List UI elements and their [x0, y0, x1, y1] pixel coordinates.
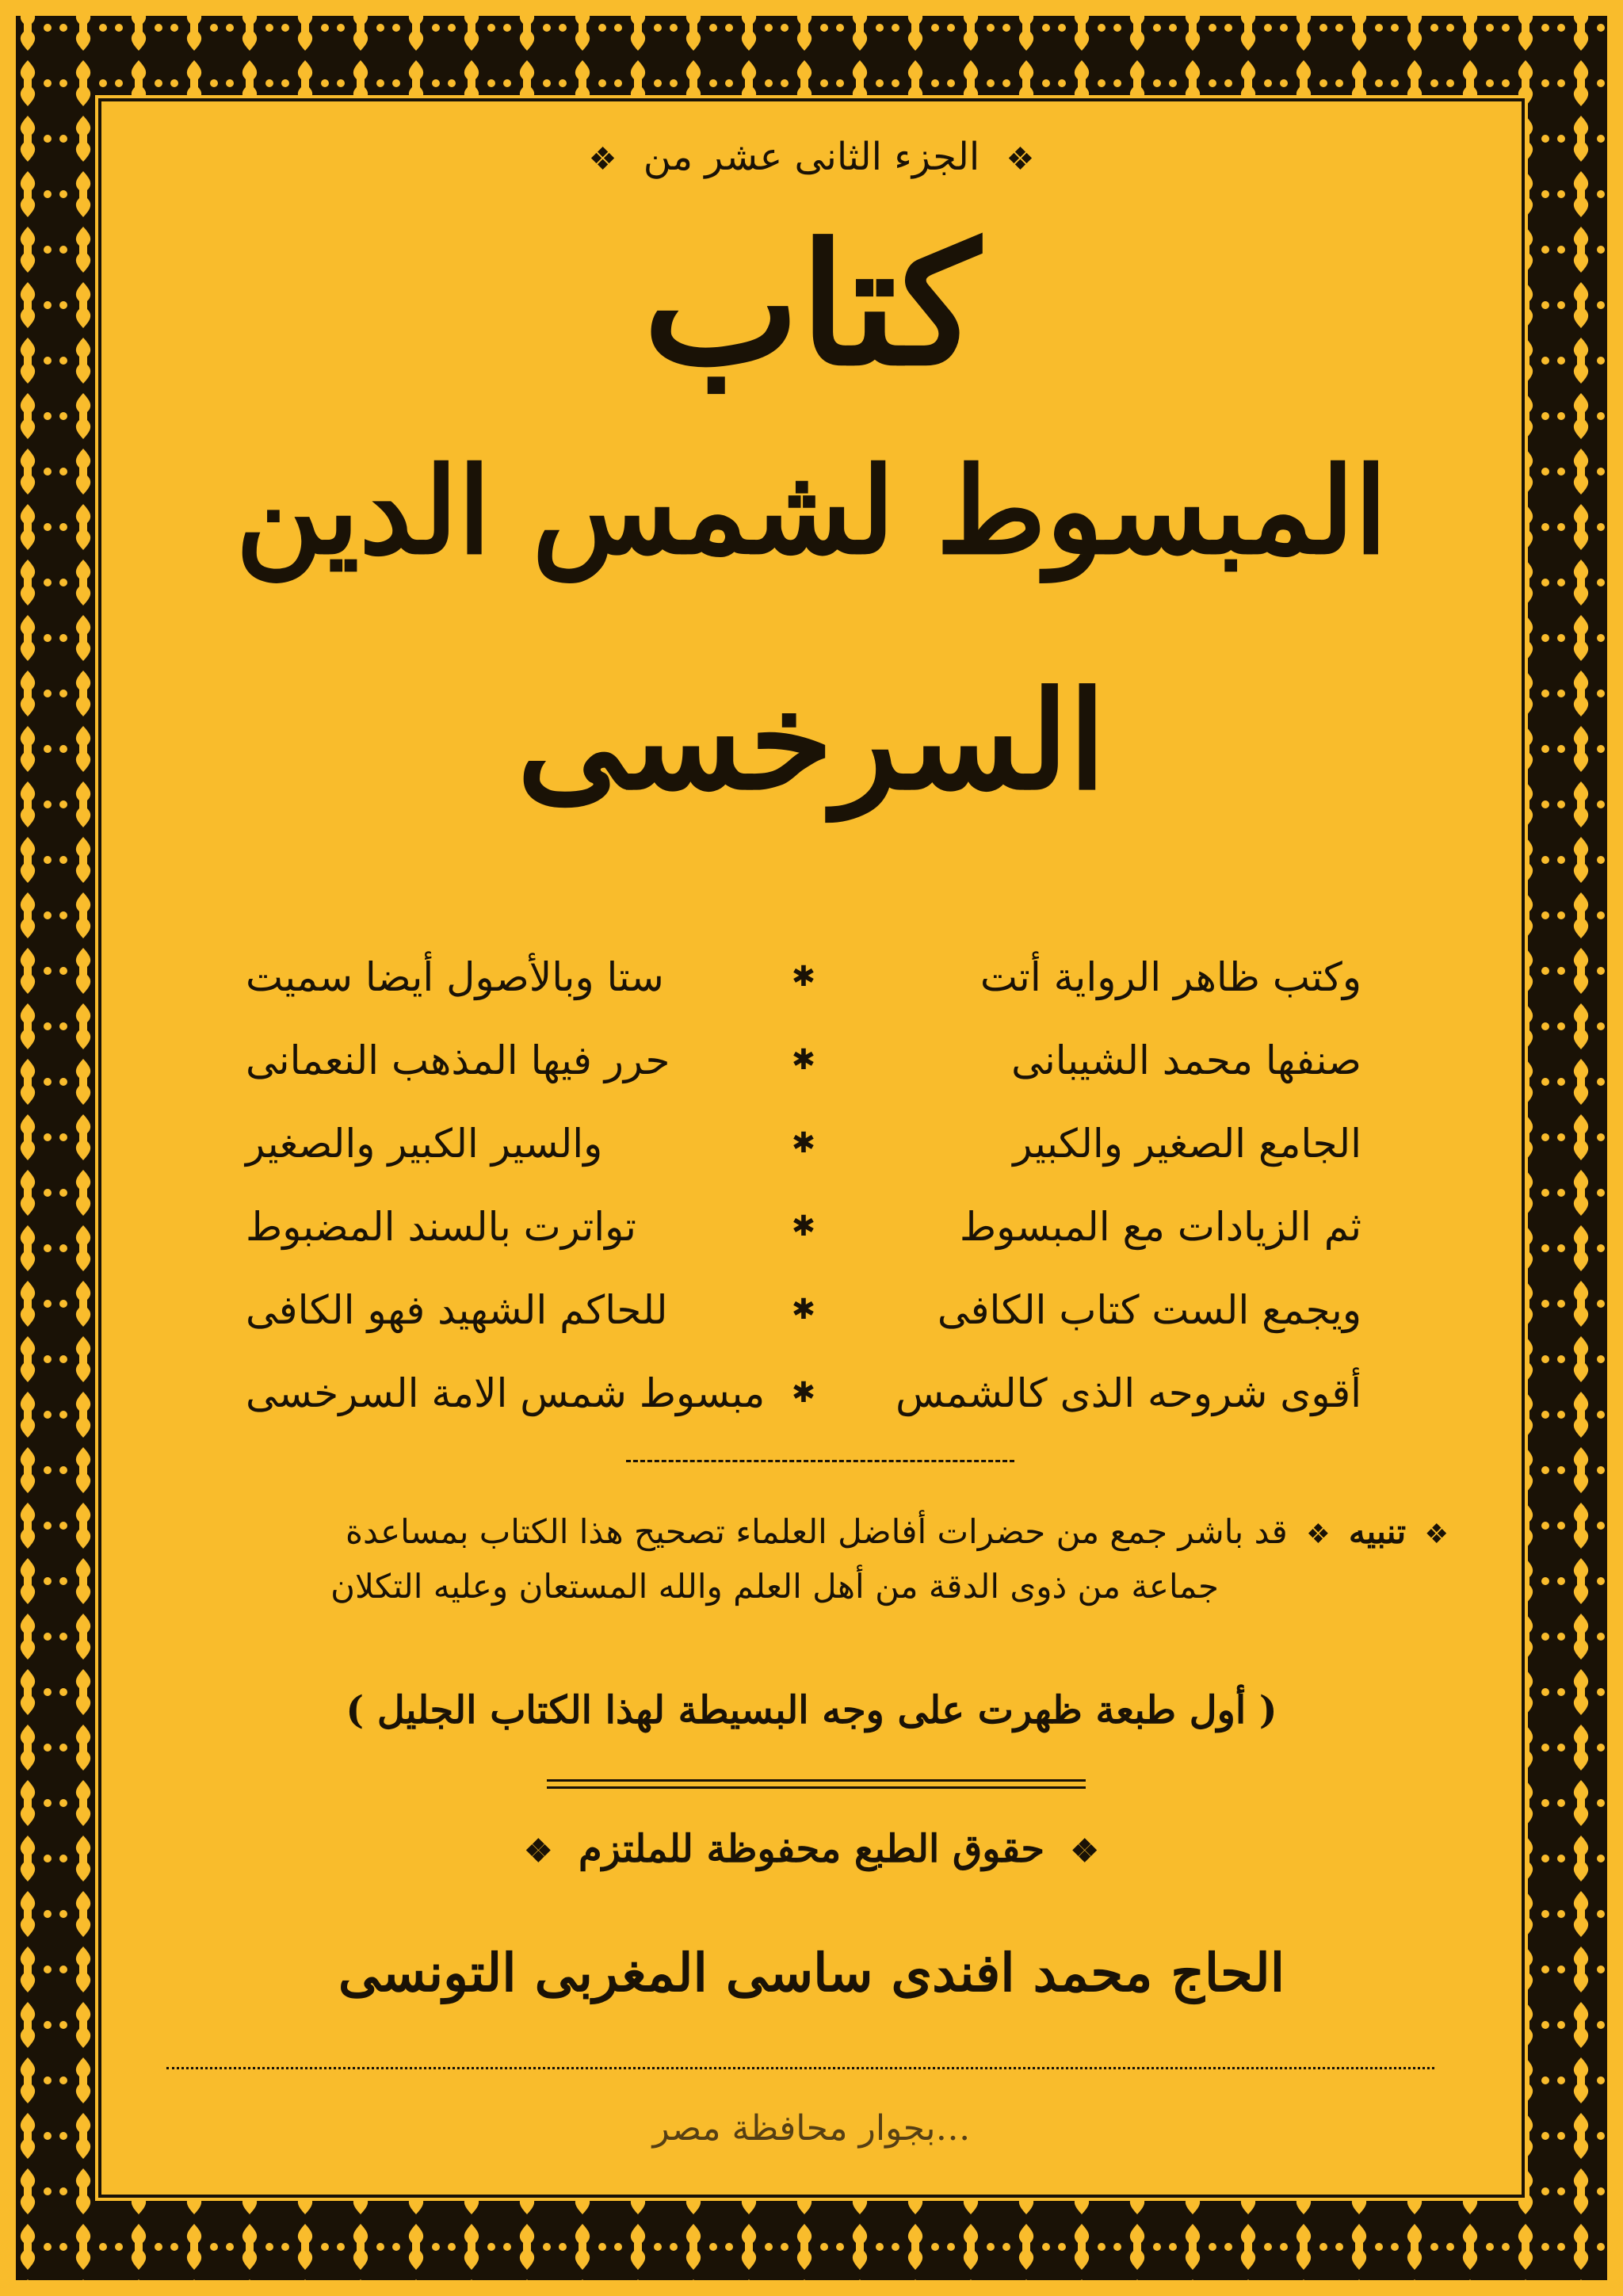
verse-second-hemistich: تواترت بالسند المضبوط [246, 1203, 636, 1250]
ornament-icon: ❖ [524, 1832, 553, 1870]
verse-row [246, 935, 1361, 1018]
divider-dashed [626, 1460, 1014, 1462]
star-separator-icon: ✱ [791, 1293, 816, 1326]
press-imprint: …بجوار محافظة مصر [652, 2108, 971, 2149]
verse-first-hemistich: الجامع الصغير والكبير [1013, 1120, 1361, 1167]
ornament-icon: ❖ [1306, 1519, 1331, 1550]
star-separator-icon: ✱ [791, 1127, 816, 1159]
verse-row [246, 1102, 1361, 1185]
ornament-icon: ❖ [588, 141, 617, 178]
verse-row [246, 1018, 1361, 1102]
verse-second-hemistich: مبسوط شمس الامة السرخسى [246, 1370, 766, 1416]
notice-label: تنبيه [1348, 1512, 1407, 1551]
notice-block [174, 1506, 1457, 1613]
verse-first-hemistich: أقوى شروحه الذى كالشمس [896, 1370, 1361, 1416]
verse-second-hemistich: حرر فيها المذهب النعمانى [246, 1037, 670, 1083]
verse-second-hemistich: والسير الكبير والصغير [246, 1120, 603, 1167]
verse-first-hemistich: صنفها محمد الشيبانى [1011, 1037, 1361, 1083]
verse-first-hemistich: ويجمع الست كتاب الكافى [937, 1286, 1361, 1333]
star-separator-icon: ✱ [791, 1044, 816, 1076]
verse-row [246, 1185, 1361, 1268]
verse-second-hemistich: للحاكم الشهيد فهو الكافى [246, 1286, 668, 1333]
star-separator-icon: ✱ [791, 1210, 816, 1243]
star-separator-icon: ✱ [791, 1377, 816, 1409]
notice-line-2: جماعة من ذوى الدقة من أهل العلم والله المستعان وعليه التكلان [330, 1567, 1219, 1606]
volume-text: الجزء الثانى عشر من [643, 135, 980, 179]
ornament-icon: ❖ [1006, 141, 1035, 178]
ornament-icon: ❖ [1424, 1519, 1449, 1550]
star-separator-icon: ✱ [791, 961, 816, 993]
verse-second-hemistich: ستا وبالأصول أيضا سميت [246, 953, 664, 1000]
divider-double [547, 1779, 1086, 1782]
notice-line-1: قد باشر جمع من حضرات أفاضل العلماء تصحيح هذا الكتاب بمساعدة [346, 1512, 1288, 1551]
verse-row [246, 1351, 1361, 1435]
ornament-icon: ❖ [1070, 1832, 1099, 1870]
book-word: كتاب [643, 207, 980, 403]
title-page [103, 103, 1520, 2193]
copyright-text: حقوق الطبع محفوظة للملتزم [578, 1827, 1045, 1871]
verse-first-hemistich: وكتب ظاهر الرواية أتت [980, 953, 1361, 1000]
verse-row [246, 1268, 1361, 1351]
publisher-name: الحاج محمد افندى ساسى المغربى التونسى [338, 1942, 1285, 2004]
verse-block [246, 935, 1361, 1435]
first-edition-statement: ( أول طبعة ظهرت على وجه البسيطة لهذا الكتاب الجليل ) [346, 1688, 1277, 1733]
volume-line [103, 135, 1520, 179]
verse-first-hemistich: ثم الزيادات مع المبسوط [959, 1203, 1361, 1250]
copyright-line [103, 1827, 1520, 1871]
divider-dotted [166, 2067, 1434, 2069]
author-name: السرخسى [517, 662, 1106, 820]
book-title: المبسوط لشمس الدين [235, 441, 1388, 581]
